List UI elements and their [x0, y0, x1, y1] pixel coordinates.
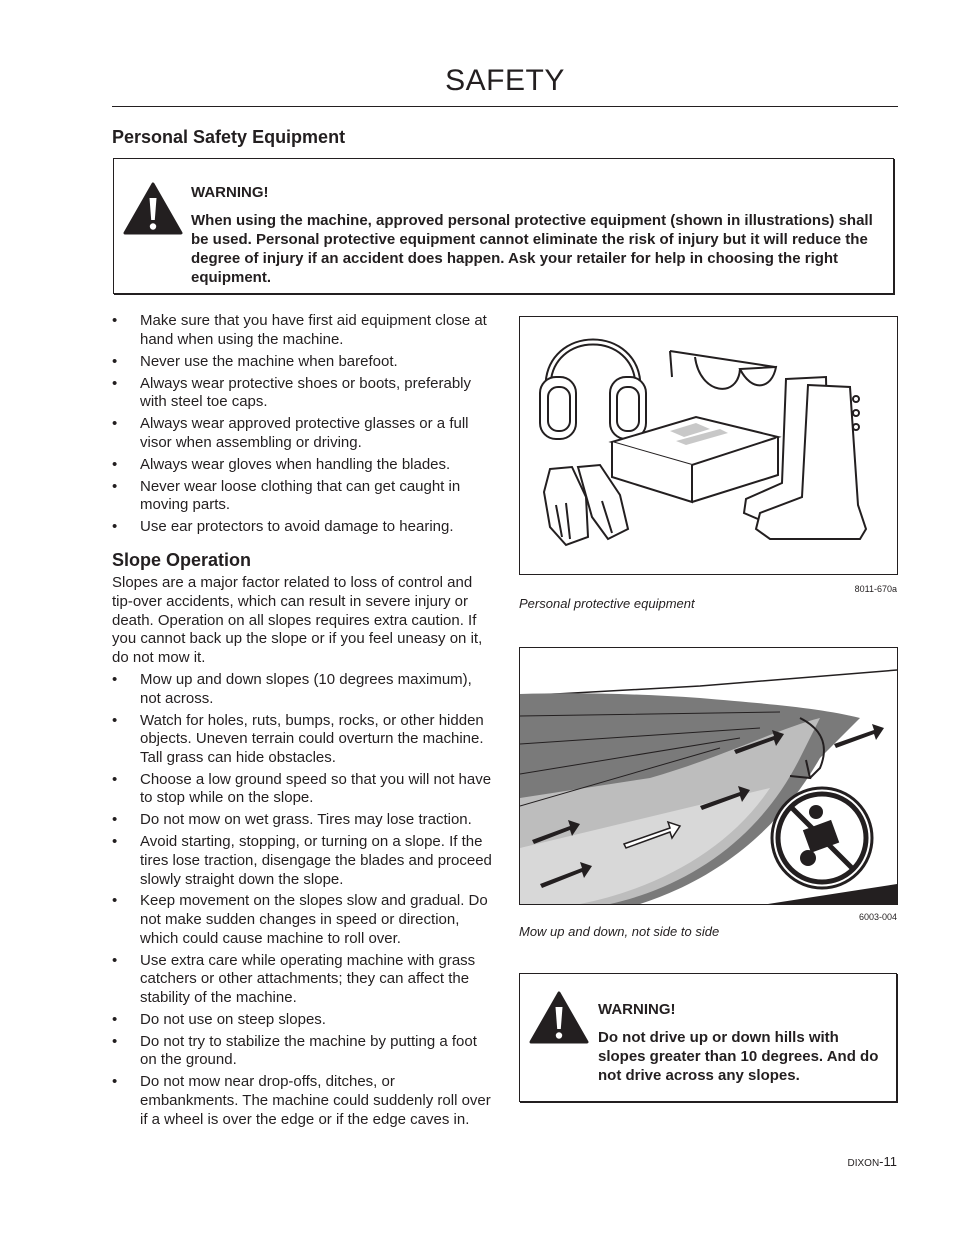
slope-mowing-art	[520, 648, 897, 904]
page-footer	[848, 1154, 898, 1169]
list-item: • Never use the machine when barefoot.	[112, 353, 492, 372]
figure-caption: Personal protective equipment	[519, 596, 695, 611]
ear-protector-icon	[540, 342, 646, 439]
figure-code: 6003-004	[858, 912, 897, 922]
list-item: • Always wear protective shoes or boots, preferably with steel toe caps.	[112, 375, 492, 412]
personal-safety-warning-box	[113, 158, 894, 294]
list-item: • Never wear loose clothing that can get caught in moving parts.	[112, 478, 492, 515]
ppe-bullet-list	[112, 312, 492, 540]
personal-safety-heading: Personal Safety Equipment	[112, 127, 346, 147]
no-tipping-sign-icon	[772, 788, 872, 888]
safety-glasses-icon	[670, 351, 776, 389]
slope-mowing-illustration	[519, 647, 898, 905]
list-item: • Do not use on steep slopes.	[112, 1011, 492, 1030]
list-item: • Keep movement on the slopes slow and gradual. Do not make sudden changes in speed or direction, which could cause machine to roll over.	[112, 892, 492, 948]
list-item: • Avoid starting, stopping, or turning on a slope. If the tires lose traction, disengage the blades and proceed slowly straight down the slope.	[112, 833, 492, 889]
list-item: • Do not mow on wet grass. Tires may lose traction.	[112, 811, 492, 830]
list-item: • Always wear gloves when handling the blades.	[112, 456, 492, 475]
figure-code: 8011-670a	[854, 584, 897, 594]
figure-caption: Mow up and down, not side to side	[519, 924, 720, 939]
warning-title: WARNING!	[191, 184, 269, 201]
warning-triangle-icon	[123, 182, 183, 235]
ppe-illustration	[519, 316, 898, 575]
page-number: -11	[879, 1154, 897, 1169]
list-item: • Always wear approved protective glasses or a full visor when assembling or driving.	[112, 415, 492, 452]
warning-text: When using the machine, approved personal protective equipment (shown in illustrations) shall be used. Personal protective equipment cannot eliminate the risk of injury but it will reduce the degree of injury if an accident does happen. Ask your retailer for help in choosing the right equipment.	[191, 212, 873, 286]
slope-intro-paragraph: Slopes are a major factor related to loss of control and tip-over accidents, which can result in severe injury or death. Operation on all slopes requires extra caution. If you cannot back up the slope or if you feel uneasy on it, do not mow it.	[112, 574, 483, 667]
page-title: SAFETY	[445, 64, 565, 97]
list-item: • Mow up and down slopes (10 degrees maximum), not across.	[112, 671, 492, 708]
list-item: • Watch for holes, ruts, bumps, rocks, or other hidden objects. Uneven terrain could overturn the machine. Tall grass can hide obstacles.	[112, 712, 492, 768]
list-item: • Make sure that you have first aid equipment close at hand when using the machine.	[112, 312, 492, 349]
footer-brand: DIXON	[847, 1158, 880, 1169]
warning-title: WARNING!	[598, 1001, 676, 1018]
slope-operation-heading: Slope Operation	[112, 550, 252, 570]
slope-bullet-list	[112, 671, 492, 1133]
list-item: • Do not mow near drop-offs, ditches, or embankments. The machine could suddenly roll over if a wheel is over the edge or if the edge caves in.	[112, 1073, 492, 1129]
list-item: • Do not try to stabilize the machine by putting a foot on the ground.	[112, 1033, 492, 1070]
warning-triangle-icon	[529, 991, 589, 1044]
list-item: • Use extra care while operating machine with grass catchers or other attachments; they can affect the stability of the machine.	[112, 952, 492, 1008]
list-item: • Use ear protectors to avoid damage to hearing.	[112, 518, 492, 537]
ppe-illustration-art	[520, 317, 897, 574]
warning-text: Do not drive up or down hills with slopes greater than 10 degrees. And do not drive across any slopes.	[598, 1029, 879, 1084]
title-divider	[112, 106, 898, 107]
slope-warning-box	[519, 973, 897, 1102]
list-item: • Choose a low ground speed so that you will not have to stop while on the slope.	[112, 771, 492, 808]
